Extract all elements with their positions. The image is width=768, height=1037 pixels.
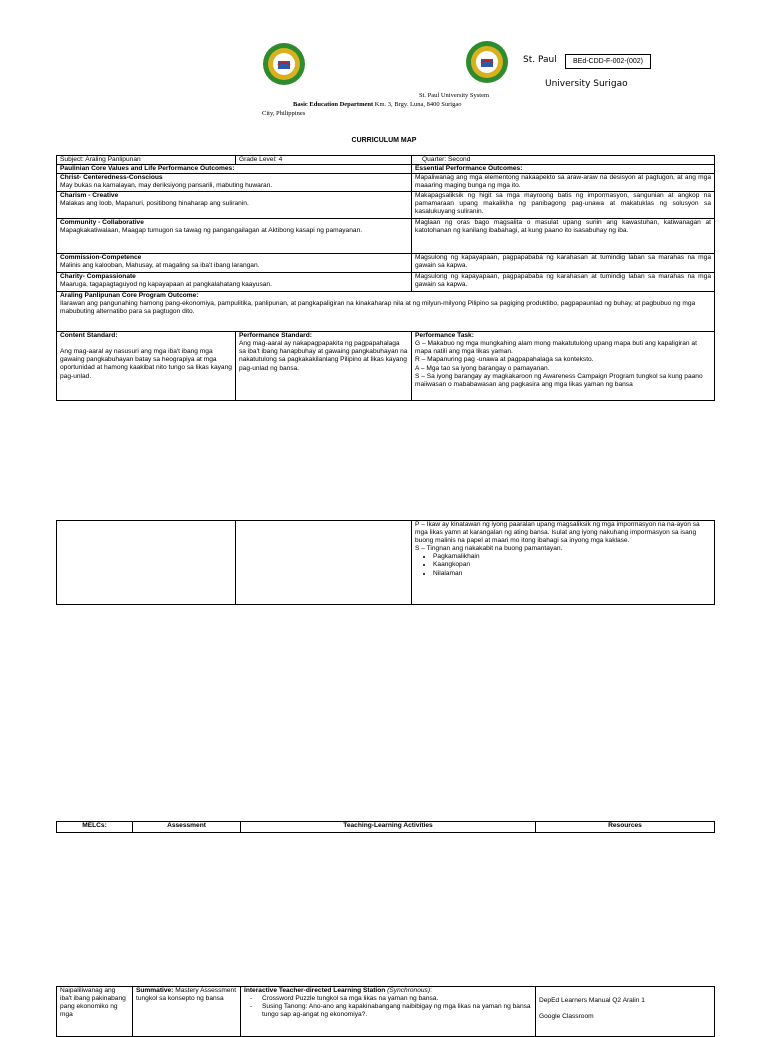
quarter-cell: Quarter: Second (412, 156, 715, 165)
grade-cell: Grade Level: 4 (236, 156, 412, 165)
value-right: Makapagsaliksik ng higit sa mga mayroong batis ng impormasyon, sangunian at angkop na pamamaraan upang makalikha ng panibagong pag-unawa at makatuklas ng solusyon sa kasalukuyang suliranin. (412, 192, 715, 219)
performance-standard-title: Performance Standard: (239, 332, 312, 340)
activity-list (244, 995, 532, 1019)
task-s-line: S – Tingnan ang nakakabit na buong pamantayan. (415, 545, 563, 553)
value-row (57, 174, 715, 192)
task-line: R – Mapanuring pag -unawa at pagpapahalaga sa konteksto. (415, 356, 594, 364)
value-title: Charism - Creative (60, 192, 119, 200)
value-left (57, 174, 412, 192)
value-right: Mapaliwanag ang mga elementong nakaapekto sa araw-araw na desisyon at pagtugon, at ang mga maaaring maging bunga ng mga ito. (412, 174, 715, 192)
value-title: Commission-Competence (60, 254, 142, 262)
school-name-2: University Surigao (545, 79, 628, 89)
melcs-header: MELCs: (57, 822, 133, 833)
content-standard-cell (57, 332, 236, 401)
melc-cell: Naipaliliwanag ang iba't ibang pakinabang pang ekonomiko ng mga (57, 987, 133, 1037)
assessment-text: Mastery Assessment tungkol sa konsepto ng bansa (136, 987, 237, 1003)
values-header-left: Paulinian Core Values and Life Performance Outcomes: (57, 165, 412, 174)
core-program-row (57, 292, 715, 332)
department-address (293, 101, 461, 108)
activity-title: Interactive Teacher-directed Learning Station (244, 987, 386, 994)
assessment-label: Summative: (136, 987, 174, 994)
value-desc: Maaruga, tagapagtaguyod ng kapayapaan at pangkalahatang kaayusan. (60, 281, 272, 289)
value-title: Community - Collaborative (60, 219, 144, 227)
task-line: G – Makabuo ng mga mungkahing alam mong makatutulong upang mapa buti ang kapaligiran at mapa natili ang mga likas yaman. (415, 340, 697, 356)
performance-standard-text: Ang mag-aaral ay nakapagpapakita ng pagpapahalaga sa iba't ibang hanapbuhay at gawaing pangkabuhayan na nakatutulong sa pagkakakilanlang Pilipino at likas kayang pag-unlad ng bansa. (239, 340, 408, 372)
value-row (57, 219, 715, 254)
value-right: Maglaan ng oras bago magsalita o masulat upang suriin ang kawastuhan, katiwanagan at katotohanan ng kanilang ibabahagi, at kung paano ito isasabuhay ng iba. (412, 219, 715, 254)
criteria-item: • Kaangkopan (433, 561, 711, 569)
value-right: Magsulong ng kapayapaan, pagpapababa ng karahasan at tumindig laban sa marahas na mga gawain sa kapwa. (412, 273, 715, 292)
address: Km. 3, Brgy. Luna, 8400 Surigao (374, 101, 462, 108)
value-desc: May bukas na kamalayan, may deriksiyong pansarili, mabuting huwaran. (60, 182, 273, 190)
criteria-item: • Nilalaman (433, 570, 711, 578)
activity-item: - Susing Tanong: Ano-ano ang kapakinabangang naibibigay ng mga likas na yaman ng bansa tungo sap ag-angat ng ekonomiya?. (262, 1003, 532, 1019)
core-program-title: Araling Panlipunan Core Program Outcome: (60, 292, 199, 300)
value-right: Magsulong ng kapayapaan, pagpapababa ng karahasan at tumindig laban sa marahas na mga gawain sa kapwa. (412, 254, 715, 273)
core-program-cell (57, 292, 715, 332)
activities-cell (241, 987, 536, 1037)
department-name: Basic Education Department (293, 101, 374, 108)
performance-task-title: Performance Task: (415, 332, 474, 340)
activity-mode: (Synchronous) (387, 987, 431, 994)
melcs-header-table (56, 821, 715, 833)
criteria-item: • Pagkamalikhain (433, 553, 711, 561)
bottom-table (56, 986, 715, 1037)
core-program-text: Ilarawan ang pangunahing hamong pang-ekonomiya, pampulitika, panlipunan, at pangkapaligiran na kinakaharap nila at ng milyun-milyong Pilipino sa pagiging produktibo, pagpapaunlad ng buhay, at pagbubuo ng mga mabubuting alternatibo para sa pagtugon dito. (60, 300, 696, 316)
value-desc: Mapagkakatiwalaan, Maagap tumugon sa tawag ng pangangailagan at Aktibong kasapi ng pamayanan. (60, 227, 363, 235)
value-title: Christ- Centeredness-Conscious (60, 174, 163, 182)
activities-header: Teaching-Learning Activities (241, 822, 536, 833)
resources-cell (536, 987, 715, 1037)
melcs-header-row (57, 822, 715, 833)
task-continuation-row (57, 521, 715, 605)
school-name-1: St. Paul (523, 55, 557, 65)
university-system: St. Paul University System (419, 92, 490, 99)
values-header-row (57, 165, 715, 174)
melc-row (57, 987, 715, 1037)
value-left (57, 219, 412, 254)
content-standard-title: Content Standard: (60, 332, 118, 340)
standards-row (57, 332, 715, 401)
content-standard-text: Ang mag-aaral ay nasusuri ang mga iba't ibang mga gawaing pangkabuhayan batay sa heograpiya at mga oportunidad at hamong kaakibat nito tungo sa likas kayang pag-unlad. (60, 348, 232, 380)
performance-task-cell (412, 332, 715, 401)
resource-item: Google Classroom (539, 1013, 594, 1021)
value-desc: Malakas ang loob, Mapanuri, positibong hinaharap ang suliranin. (60, 200, 249, 208)
city: City, Philippines (262, 110, 306, 117)
assessment-header: Assessment (133, 822, 241, 833)
value-desc: Malinis ang kalooban, Mahusay, at magaling sa iba't ibang larangan. (60, 262, 260, 270)
activity-item: - Crossword Puzzle tungkol sa mga likas na yaman ng bansa. (262, 995, 532, 1003)
task-p-line: P – Ikaw ay kinatawan ng iyong paaralan upang magsaliksik ng mga impormasyon na na-ayon sa mga likas yamn at karangalan ng ating bansa. Isulat ang iyong nakuhang impormasyon sa isang buong malinis na papel at maari mo itong ibahagi sa inyong mga kaklase. (415, 521, 700, 545)
value-title: Charity- Compassionate (60, 273, 136, 281)
criteria-list (415, 553, 711, 577)
school-seal-right (465, 40, 509, 84)
task-continuation-cell (412, 521, 715, 605)
resource-item: DepEd Learners Manual Q2 Aralin 1 (539, 997, 645, 1004)
document-code: BEd-CDD-F-002-(002) (565, 54, 651, 69)
school-seal-left (262, 42, 306, 86)
info-row (57, 156, 715, 165)
task-line: A – Mga tao sa iyong barangay o pamayanan. (415, 364, 550, 372)
value-left (57, 192, 412, 219)
value-left (57, 254, 412, 273)
task-line: S – Sa iyong barangay ay magkakaroon ng Awareness Campaign Program tungkol sa kung paano maiiwasan o mababawasan ang pagkasira ang mga likas yaman ng bansa (415, 372, 703, 388)
values-header-right: Essential Performance Outcomes: (412, 165, 715, 174)
empty-performance-cell (236, 521, 412, 605)
assessment-cell (133, 987, 241, 1037)
resources-header: Resources (536, 822, 715, 833)
value-row (57, 192, 715, 219)
subject-cell: Subject: Araling Panlipunan (57, 156, 236, 165)
activity-colon: : (430, 987, 432, 994)
value-row (57, 273, 715, 292)
value-left (57, 273, 412, 292)
page-title: CURRICULUM MAP (351, 137, 417, 144)
empty-content-cell (57, 521, 236, 605)
performance-standard-cell (236, 332, 412, 401)
curriculum-table (56, 155, 715, 401)
value-row (57, 254, 715, 273)
task-continuation-table (56, 520, 715, 605)
